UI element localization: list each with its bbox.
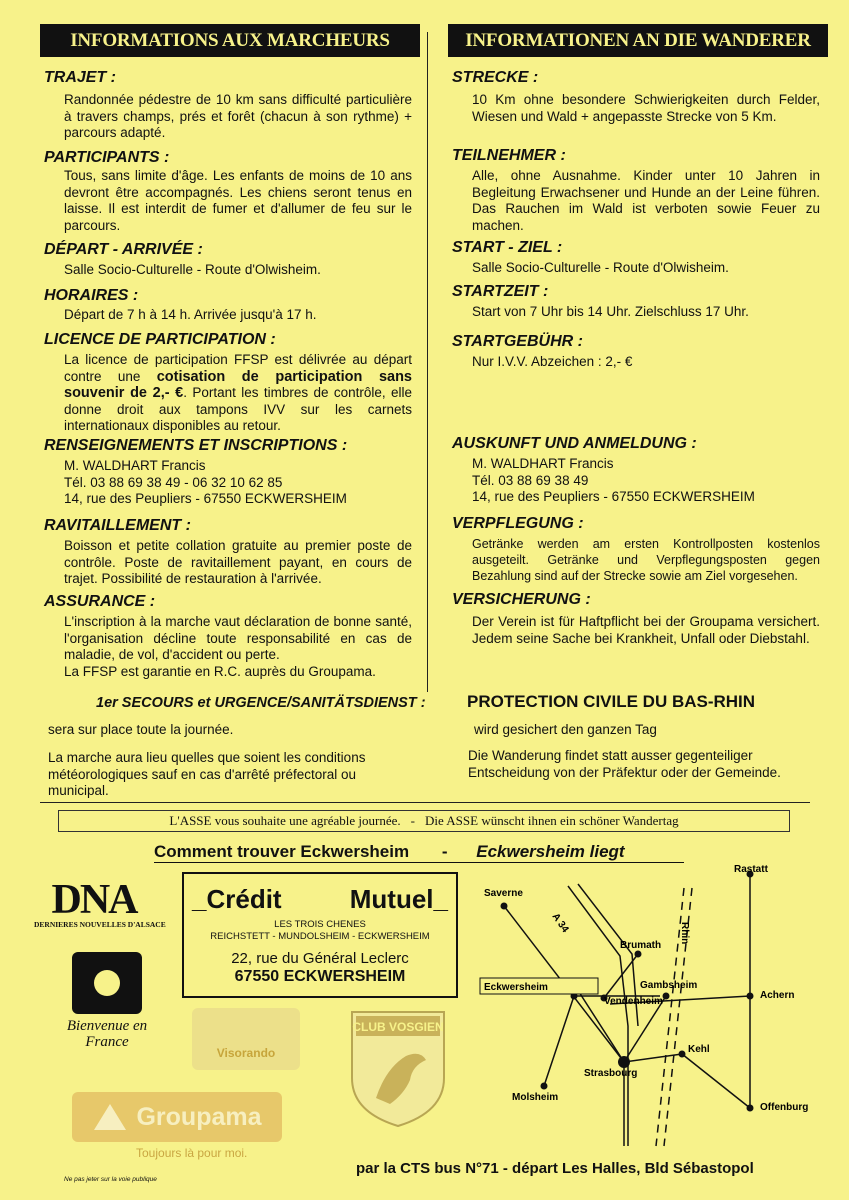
depart-heading: DÉPART - ARRIVÉE : <box>44 241 203 258</box>
horaires-text: Départ de 7 h à 14 h. Arrivée jusqu'à 17 h. <box>64 307 317 322</box>
slogan-box <box>58 810 790 832</box>
contact-name-de: M. WALDHART Francis <box>472 456 614 471</box>
directions-de: Eckwersheim liegt <box>476 842 625 861</box>
club-vosgien-logo <box>346 1008 450 1128</box>
versicherung-text: Der Verein ist für Haftpflicht bei der Groupama versichert. Jedem seine Sache bei Krankheit, Unfall oder Diebstahl. <box>472 614 820 646</box>
strecke-text: 10 Km ohne besondere Schwierigkeiten durch Felder, Wiesen und Wald + angepasste Strecke von 5 Km. <box>472 92 820 124</box>
versicherung-heading: VERSICHERUNG : <box>452 591 591 608</box>
groupama-text: Groupama <box>136 1102 262 1131</box>
meteo-fr: La marche aura lieu quelles que soient les conditions météorologiques sauf en cas d'arrêté préfectoral ou municipal. <box>48 750 366 798</box>
german-banner: INFORMATIONEN AN DIE WANDERER <box>448 24 828 57</box>
credit-mutuel-city: 67550 ECKWERSHEIM <box>234 968 406 985</box>
groupama-icon <box>92 1102 128 1132</box>
dna-wordmark: DNA <box>51 877 137 923</box>
secours-title: 1er SECOURS et URGENCE/SANITÄTSDIENST : <box>96 695 426 711</box>
start-heading: START - ZIEL : <box>452 239 563 256</box>
secours-fr-line: sera sur place toute la journée. <box>48 722 234 737</box>
secours-de-line: wird gesichert den ganzen Tag <box>474 722 657 737</box>
teilnehmer-text: Alle, ohne Ausnahme. Kinder unter 10 Jahren in Begleitung Erwachsener und Hunde an der Leine führen. Das Rauchen im Wald ist verboten sowie Feuer zu machen. <box>472 168 820 233</box>
map-label-brumath: Brumath <box>620 940 662 951</box>
trajet-heading: TRAJET : <box>44 69 116 86</box>
visorando-text: Visorando <box>216 1046 276 1060</box>
assurance-heading: ASSURANCE : <box>44 593 156 610</box>
map-label-strasbourg: Strasbourg <box>584 1068 638 1079</box>
participants-heading: PARTICIPANTS : <box>44 149 170 166</box>
map-label-rhin: Rhin <box>679 922 690 945</box>
french-column <box>40 24 420 804</box>
map-label-gambsheim: Gambsheim <box>640 980 698 991</box>
credit-word: _Crédit <box>192 884 282 914</box>
start-text: Salle Socio-Culturelle - Route d'Olwisheim. <box>472 260 729 275</box>
directions-map <box>470 856 810 1156</box>
french-banner: INFORMATIONS AUX MARCHEURS <box>40 24 420 57</box>
startgebuehr-text: Nur I.V.V. Abzeichen : 2,- € <box>472 354 633 369</box>
verpflegung-text: Getränke werden am ersten Kontrollposten kostenlos ausgeteilt. Getränke und Verpflegungsposten gegen Bezahlung sind auf der Strecke sowie am Ziel vorgesehen. <box>472 537 820 583</box>
column-divider <box>427 32 428 692</box>
verpflegung-heading: VERPFLEGUNG : <box>452 515 584 532</box>
visorando-logo <box>192 1008 300 1070</box>
directions-fr: Comment trouver Eckwersheim <box>154 842 410 861</box>
slogan-fr: L'ASSE vous souhaite une agréable journée. <box>169 813 401 828</box>
dna-logo <box>34 877 166 929</box>
ravitaillement-heading: RAVITAILLEMENT : <box>44 517 191 534</box>
slogan-separator: - <box>410 813 415 828</box>
map-label-molsheim: Molsheim <box>512 1092 559 1103</box>
startzeit-text: Start von 7 Uhr bis 14 Uhr. Zielschluss 17 Uhr. <box>472 304 749 319</box>
club-vosgien-shield <box>346 1008 450 1128</box>
bus-directions: par la CTS bus N°71 - départ Les Halles, Bld Sébastopol <box>356 1160 754 1177</box>
renseignements-heading: RENSEIGNEMENTS ET INSCRIPTIONS : <box>44 437 348 454</box>
groupama-logo <box>72 1092 282 1142</box>
contact-phone-de: Tél. 03 88 69 38 49 <box>472 472 589 488</box>
mutuel-word: Mutuel_ <box>349 884 448 914</box>
licence-fee: cotisation de participation sans souvenir de 2,- € <box>64 368 412 401</box>
litter-note: Ne pas jeter sur la voie publique <box>64 1176 157 1183</box>
section-divider <box>40 802 810 803</box>
contact-name: M. WALDHART Francis <box>64 458 206 473</box>
startzeit-heading: STARTZEIT : <box>452 283 549 300</box>
auskunft-heading: AUSKUNFT UND ANMELDUNG : <box>452 435 697 452</box>
depart-text: Salle Socio-Culturelle - Route d'Olwisheim. <box>64 262 321 277</box>
assurance-text <box>64 614 412 680</box>
participants-text: Tous, sans limite d'âge. Les enfants de moins de 10 ans devront être accompagnés. Les chiens seront tenus en laisse. Il est interdit de fumer et d'allumer de feu sur le parcours. <box>64 168 412 233</box>
horaires-heading: HORAIRES : <box>44 287 139 304</box>
map-label-rastatt: Rastatt <box>734 864 768 875</box>
groupama-tagline: Toujours là pour moi. <box>136 1146 248 1160</box>
trajet-text: Randonnée pédestre de 10 km sans difficulté particulière à travers champs, prés et forêt (chacun à son rythme) + parcours adapté. <box>64 92 412 140</box>
directions-separator: - <box>441 842 448 861</box>
bienvenue-text: Bienvenue en France <box>66 1018 148 1050</box>
map-label-saverne: Saverne <box>484 888 523 899</box>
startgebuehr-heading: STARTGEBÜHR : <box>452 333 583 350</box>
auskunft-text <box>472 456 820 506</box>
contact-address: 14, rue des Peupliers - 67550 ECKWERSHEIM <box>64 491 347 506</box>
dna-subtitle: DERNIERES NOUVELLES D'ALSACE <box>34 920 166 929</box>
slogan-de: Die ASSE wünscht ihnen ein schöner Wandertag <box>424 813 679 828</box>
contact-phone: Tél. 03 88 69 38 49 - 06 32 10 62 85 <box>64 474 283 490</box>
strecke-heading: STRECKE : <box>452 69 539 86</box>
credit-mutuel-ad <box>182 872 458 998</box>
map-label-offenburg: Offenburg <box>760 1102 809 1113</box>
assurance-text-1: L'inscription à la marche vaut déclaration de bonne santé, l'organisation décline toute responsabilité en cas de maladie, de vol, d'accident ou perte. <box>64 614 412 662</box>
credit-mutuel-branch <box>184 919 456 943</box>
meteo-de: Die Wanderung findet statt ausser gegenteiliger Entscheidung von der Präfektur oder der Gemeinde. <box>468 748 781 780</box>
bienvenue-en-france-logo <box>62 952 152 1050</box>
map-label-a34: A 34 <box>549 911 571 935</box>
map-label-achern: Achern <box>760 990 795 1001</box>
ravitaillement-text: Boisson et petite collation gratuite au premier poste de contrôle. Poste de ravitaillement payant, en cours de trajet. Possibilité de restauration à l'arrivée. <box>64 538 412 586</box>
assurance-text-2: La FFSP est garantie en R.C. auprès du Groupama. <box>64 663 376 679</box>
contact-address-de: 14, rue des Peupliers - 67550 ECKWERSHEIM <box>472 489 755 504</box>
bienvenue-icon <box>72 952 142 1014</box>
club-vosgien-text: CLUB VOSGIEN <box>352 1020 444 1034</box>
licence-heading: LICENCE DE PARTICIPATION : <box>44 331 276 348</box>
licence-text: La licence de participation FFSP est délivrée au départ contre une cotisation de participation sans souvenir de 2,- €. Portant les timbres de contrôle, elle donne droit aux tampons IVV sur les carnets internationaux disponibles au retour. <box>64 352 412 433</box>
teilnehmer-heading: TEILNEHMER : <box>452 147 566 164</box>
german-column <box>448 24 828 804</box>
credit-mutuel-address: 22, rue du Général Leclerc <box>231 950 409 967</box>
map-label-eckwersheim: Eckwersheim <box>484 982 548 993</box>
protection-civile: PROTECTION CIVILE DU BAS-RHIN <box>467 692 756 711</box>
branch-towns: REICHSTETT - MUNDOLSHEIM - ECKWERSHEIM <box>210 931 430 942</box>
branch-name: LES TROIS CHENES <box>274 919 366 930</box>
map-label-kehl: Kehl <box>688 1044 710 1055</box>
map-label-vendenheim: Vendenheim <box>604 996 663 1007</box>
renseignements-text <box>64 458 412 508</box>
credit-mutuel-title <box>184 884 456 915</box>
